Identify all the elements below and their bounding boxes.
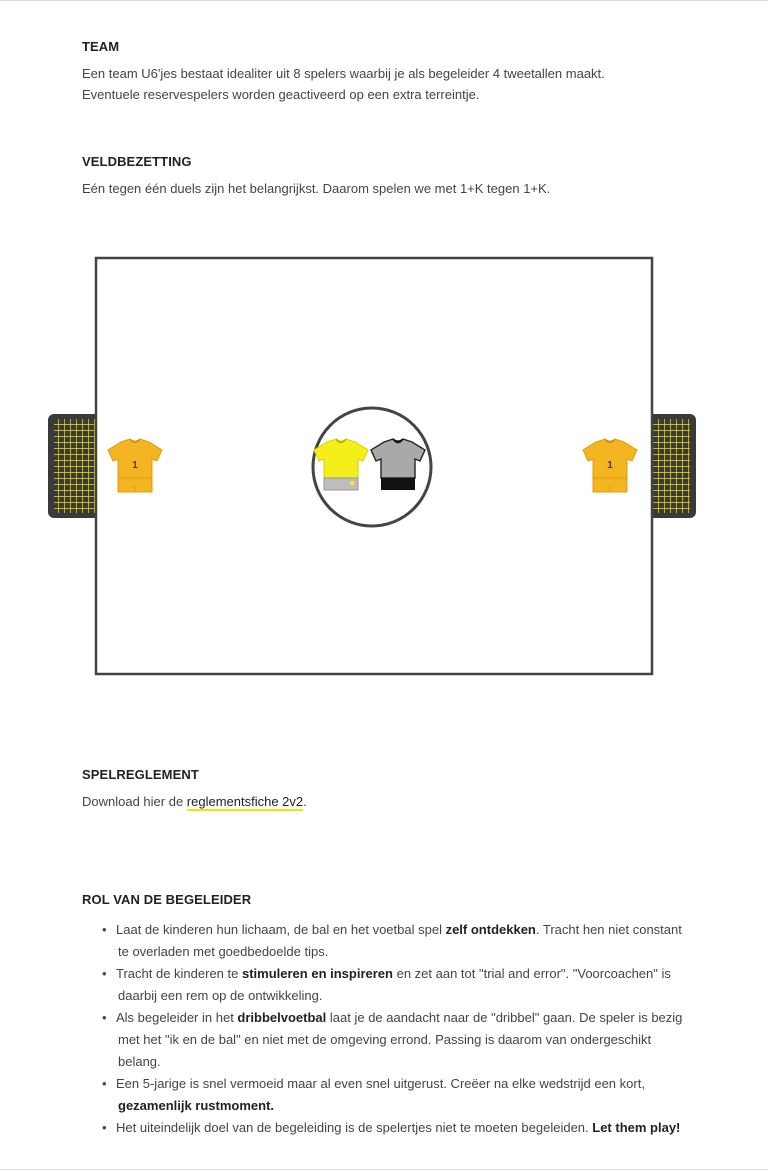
list-item-text: Als begeleider in het [116, 1010, 238, 1025]
team-heading: TEAM [82, 39, 120, 54]
team-section [82, 39, 702, 105]
team-text [82, 63, 702, 105]
rol-list [82, 919, 692, 1139]
field-svg [46, 256, 698, 678]
team-text-line-2: Eventuele reservespelers worden geactiveerd op een extra terreintje. [82, 87, 480, 102]
list-item-text: . Tracht hen niet constant te overladen met goedbedoelde tips. [118, 922, 682, 959]
veldbezetting-section [82, 154, 702, 199]
list-item-text: Een 5-jarige is snel vermoeid maar al even snel uitgerust. Creëer na elke wedstrijd een kort, [116, 1076, 645, 1091]
spelreglement-prefix: Download hier de [82, 794, 187, 809]
spelreglement-text [82, 791, 702, 812]
list-item [104, 963, 692, 1007]
list-item-emphasis: stimuleren en inspireren [241, 966, 393, 981]
list-item-text: laat je de aandacht naar de "dribbel" gaan. De speler is bezig met het "ik en de bal" en niet met de omgeving errond. Passing is daarom van ondergeschikt belang. [118, 1010, 683, 1069]
veldbezetting-text: Eén tegen één duels zijn het belangrijkst. Daarom spelen we met 1+K tegen 1+K. [82, 181, 551, 196]
reglementsfiche-link[interactable]: reglementsfiche 2v2 [186, 794, 304, 809]
list-item [104, 1073, 692, 1117]
list-item-text: Laat de kinderen hun lichaam, de bal en het voetbal spel [116, 922, 446, 937]
list-item [104, 919, 692, 963]
list-item [104, 1117, 692, 1139]
list-item-text: Het uiteindelijk doel van de begeleiding is de spelertjes niet te moeten begeleiden. [116, 1120, 593, 1135]
team-text-line-1: Een team U6'jes bestaat idealiter uit 8 spelers waarbij je als begeleider 4 tweetallen maakt. [82, 66, 605, 81]
spelreglement-heading: SPELREGLEMENT [82, 767, 199, 782]
veldbezetting-heading: VELDBEZETTING [82, 154, 192, 169]
spelreglement-section [82, 767, 702, 812]
list-item-emphasis: zelf ontdekken [445, 922, 536, 937]
left-goal [48, 414, 100, 518]
list-item-emphasis: gezamenlijk rustmoment. [118, 1098, 275, 1113]
list-item-emphasis: Let them play! [592, 1120, 681, 1135]
right-keeper-number: 1 [607, 460, 613, 471]
list-item [104, 1007, 692, 1073]
spelreglement-suffix: . [303, 794, 307, 809]
left-keeper-number: 1 [132, 460, 138, 471]
list-item-text: en zet aan tot "trial and error". "Voorcoachen" is daarbij een rem op de ontwikkeling. [118, 966, 671, 1003]
rol-section [82, 892, 692, 1139]
list-item-text: Tracht de kinderen te [116, 966, 242, 981]
bottom-divider [0, 1169, 768, 1170]
rol-heading: ROL VAN DE BEGELEIDER [82, 892, 252, 907]
field-diagram [46, 256, 698, 678]
list-item-emphasis: dribbelvoetbal [237, 1010, 327, 1025]
